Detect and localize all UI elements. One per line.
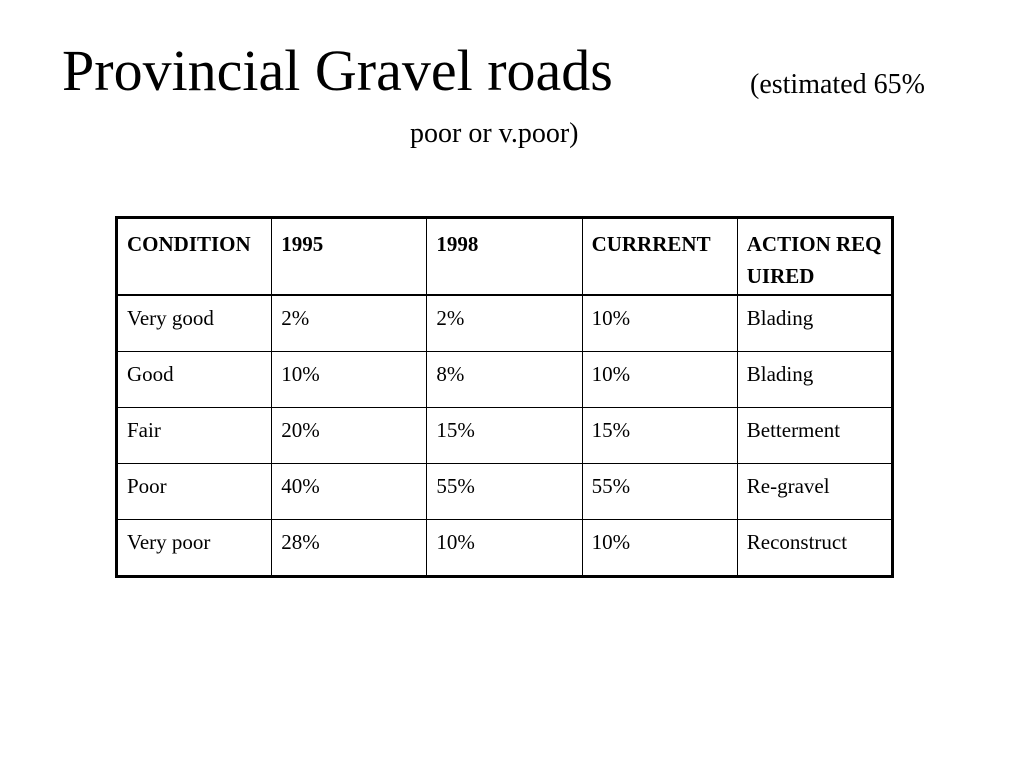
- header-current: CURRRENT: [582, 218, 737, 296]
- cell-current: 10%: [582, 352, 737, 408]
- cell-current: 55%: [582, 464, 737, 520]
- slide-subtitle-line-1: (estimated 65%: [750, 69, 925, 100]
- slide-title: Provincial Gravel roads: [62, 38, 613, 103]
- cell-1998: 10%: [427, 520, 582, 577]
- header-action-required: ACTION REQUIRED: [737, 218, 892, 296]
- table-row: [117, 352, 893, 408]
- cell-action: Blading: [737, 295, 892, 352]
- cell-current: 15%: [582, 408, 737, 464]
- cell-1995: 40%: [272, 464, 427, 520]
- table-row: [117, 520, 893, 577]
- header-1995: 1995: [272, 218, 427, 296]
- cell-action: Reconstruct: [737, 520, 892, 577]
- table-row: [117, 295, 893, 352]
- table-header-row: [117, 218, 893, 296]
- cell-condition: Fair: [117, 408, 272, 464]
- cell-1995: 20%: [272, 408, 427, 464]
- cell-action: Betterment: [737, 408, 892, 464]
- cell-condition: Very poor: [117, 520, 272, 577]
- header-condition: CONDITION: [117, 218, 272, 296]
- cell-1998: 15%: [427, 408, 582, 464]
- cell-1995: 10%: [272, 352, 427, 408]
- table-row: [117, 464, 893, 520]
- road-condition-table: [115, 216, 894, 578]
- cell-1995: 2%: [272, 295, 427, 352]
- cell-1998: 8%: [427, 352, 582, 408]
- cell-1998: 2%: [427, 295, 582, 352]
- cell-condition: Poor: [117, 464, 272, 520]
- cell-current: 10%: [582, 520, 737, 577]
- cell-action: Re-gravel: [737, 464, 892, 520]
- cell-condition: Good: [117, 352, 272, 408]
- cell-action: Blading: [737, 352, 892, 408]
- cell-1995: 28%: [272, 520, 427, 577]
- table-row: [117, 408, 893, 464]
- header-1998: 1998: [427, 218, 582, 296]
- cell-condition: Very good: [117, 295, 272, 352]
- cell-current: 10%: [582, 295, 737, 352]
- slide-subtitle-line-2: poor or v.poor): [410, 118, 579, 149]
- cell-1998: 55%: [427, 464, 582, 520]
